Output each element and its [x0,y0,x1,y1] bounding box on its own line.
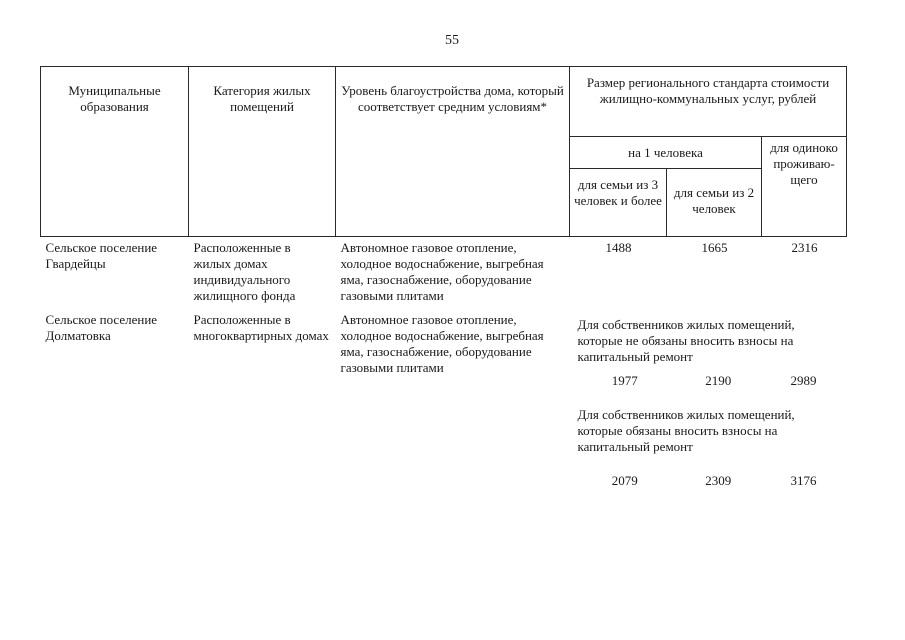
group-values [578,365,843,389]
group-note-capital-repair: Для собственников жилых помещений, которые обязаны вносить взносы на капитальный ремонт [577,407,795,454]
cell-category: Расположенные в многоквартирных домах [193,312,329,343]
header-category: Категория жилых помещений [189,67,336,237]
group-note-no-capital-repair: Для собственников жилых помещений, которые не обязаны вносить взносы на капитальный ремонт [577,317,795,364]
cell-municipality: Сельское поселение Гвардейцы [45,240,158,271]
standard-cost-table [40,66,847,494]
cost-groups [570,309,847,494]
header-family2: для семьи из 2 человек [667,169,762,237]
cell-single: 3176 [790,473,817,488]
cell-family3: 1488 [605,240,632,255]
header-single: для одиноко проживаю-щего [762,137,847,237]
cell-family2: 2190 [705,373,732,388]
cell-category: Расположенные в жилых домах индивидуального жилищного фонда [193,240,296,303]
header-family3: для семьи из 3 человек и более [570,169,667,237]
header-standard: Размер регионального стандарта стоимости жилищно-коммунальных услуг, рублей [570,67,847,137]
table-row [41,237,847,310]
table-row [41,309,847,494]
cell-single: 2989 [790,373,817,388]
header-municipality: Муниципальные образования [41,67,189,237]
cell-amenity: Автономное газовое отопление, холодное водоснабжение, выгребная яма, газоснабжение, оборудование газовыми плитами [340,240,544,303]
header-amenity: Уровень благоустройства дома, который соответствует средним условиям* [336,67,570,237]
header-per-person: на 1 человека [570,137,762,169]
cell-amenity: Автономное газовое отопление, холодное водоснабжение, выгребная яма, газоснабжение, оборудование газовыми плитами [340,312,544,375]
group-values [578,455,843,489]
cell-municipality: Сельское поселение Долматовка [45,312,158,343]
page-number: 55 [445,33,459,48]
cell-family3: 1977 [611,373,638,388]
cell-family3: 2079 [611,473,638,488]
cell-family2: 1665 [701,240,728,255]
cell-family2: 2309 [705,473,732,488]
cell-single: 2316 [791,240,818,255]
